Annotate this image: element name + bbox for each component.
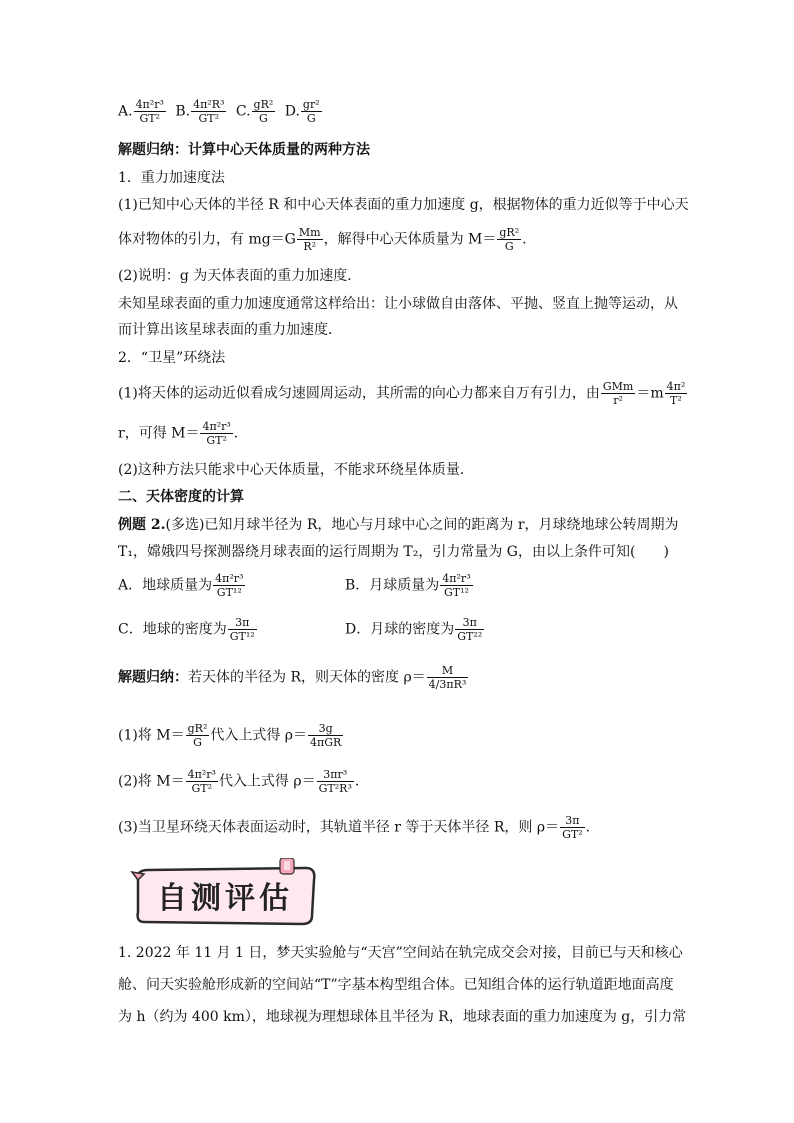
selftest-q1-line3: 为 h（约为 400 km），地球视为理想球体且半径为 R，地球表面的重力加速度为 g，引力常 (118, 1009, 687, 1025)
option-c: C. $\frac{\text{gR²}}{G}$ (235, 98, 274, 125)
example2-option-d: D．月球的密度为 $\frac{3\pi}{\text{GT²²}}$ (345, 616, 483, 643)
selftest-q1-line1: 1. 2022 年 11 月 1 日，梦天实验舱与“天宫”空间站在轨完成交会对接，目前已与天和核心 (118, 945, 683, 961)
q1-options-row (118, 98, 678, 125)
method2-title: 2．“卫星”环绕法 (118, 350, 226, 366)
self-test-badge (130, 858, 320, 928)
example2-line2: T₁，嫦娥四号探测器绕月球表面的运行周期为 T₂，引力常量为 G，由以上条件可知( ) (118, 544, 669, 560)
badge-text: 自测评估 (157, 881, 293, 916)
example2-option-c: C．地球的密度为 $\frac{3\pi}{\text{GT¹²}}$ (118, 616, 255, 643)
badge-pin-icon (280, 858, 294, 874)
example2-option-a: A．地球质量为 $\frac{\text{4π²r³}}{\text{GT¹²}}$ (118, 572, 244, 599)
method2-p1: (1)将天体的运动近似看成匀速圆周运动，其所需的向心力都来自万有引力，由 $\frac{\text{GMm}}{\text{r²}}$ ＝m $\frac{\text{4π²}}{\text{T²}}$ (118, 380, 686, 407)
example2-line1: 例题 2.(多选)已知月球半径为 R，地心与月球中心之间的距离为 r，月球绕地球公转周期为 (118, 517, 679, 533)
selftest-q1-line2: 舱、问天实验舱形成新的空间站“T”字基本构型组合体。已知组合体的运行轨道距地面高度 (118, 977, 674, 993)
summary2-p3: (3)当卫星环绕天体表面运动时，其轨道半径 r 等于天体半径 R，则 ρ＝ $\frac{3\pi}{\text{GT²}}$ . (118, 814, 591, 841)
summary2-p2: (2)将 M＝ $\frac{\text{4π²r³}}{\text{GT²}}$ 代入上式得 ρ＝ $\frac{\text{3πr³}}{\text{GT²R³}}$ . (118, 768, 360, 795)
method2-p1b: r，可得 M＝ $\frac{\text{4π²r³}}{\text{GT²}}$ . (118, 420, 239, 447)
method1-p1: (1)已知中心天体的半径 R 和中心天体表面的重力加速度 g，根据物体的重力近似等于中心天 (118, 197, 689, 213)
option-b: B. $\frac{\text{4π²R³}}{\text{GT²}}$ (175, 98, 225, 125)
method1-p2: (2)说明：g 为天体表面的重力加速度． (118, 268, 362, 284)
option-a: A. $\frac{\text{4π²r³}}{\text{GT²}}$ (118, 98, 164, 125)
method1-title: 1．重力加速度法 (118, 170, 225, 186)
example2-option-b: B．月球质量为 $\frac{\text{4π²r³}}{\text{GT¹²}}$ (345, 572, 471, 599)
summary2-p1: (1)将 M＝ $\frac{\text{gR²}}{G}$ 代入上式得 ρ＝ $\frac{3g}{\text{4πGR}}$ (118, 722, 342, 749)
method1-p3b: 而计算出该星球表面的重力加速度． (118, 322, 342, 338)
summary2: 解题归纳：若天体的半径为 R，则天体的密度 ρ＝ $\frac{M}{\text{4/3πR³}}$ (118, 664, 467, 691)
method1-p3: 未知星球表面的重力加速度通常这样给出：让小球做自由落体、平抛、竖直上抛等运动，从 (118, 296, 678, 312)
summary1-heading: 解题归纳：计算中心天体质量的两种方法 (118, 142, 370, 158)
method1-p1b: 体对物体的引力，有 mg＝G $\frac{Mm}{\text{R²}}$ ，解得中心天体质量为 M＝ $\frac{\text{gR²}}{G}$ . (118, 226, 527, 253)
section2-title: 二、天体密度的计算 (118, 489, 244, 505)
method2-p2: (2)这种方法只能求中心天体质量，不能求环绕星体质量． (118, 462, 474, 478)
option-d: D. $\frac{\text{gr²}}{G}$ (284, 98, 320, 125)
